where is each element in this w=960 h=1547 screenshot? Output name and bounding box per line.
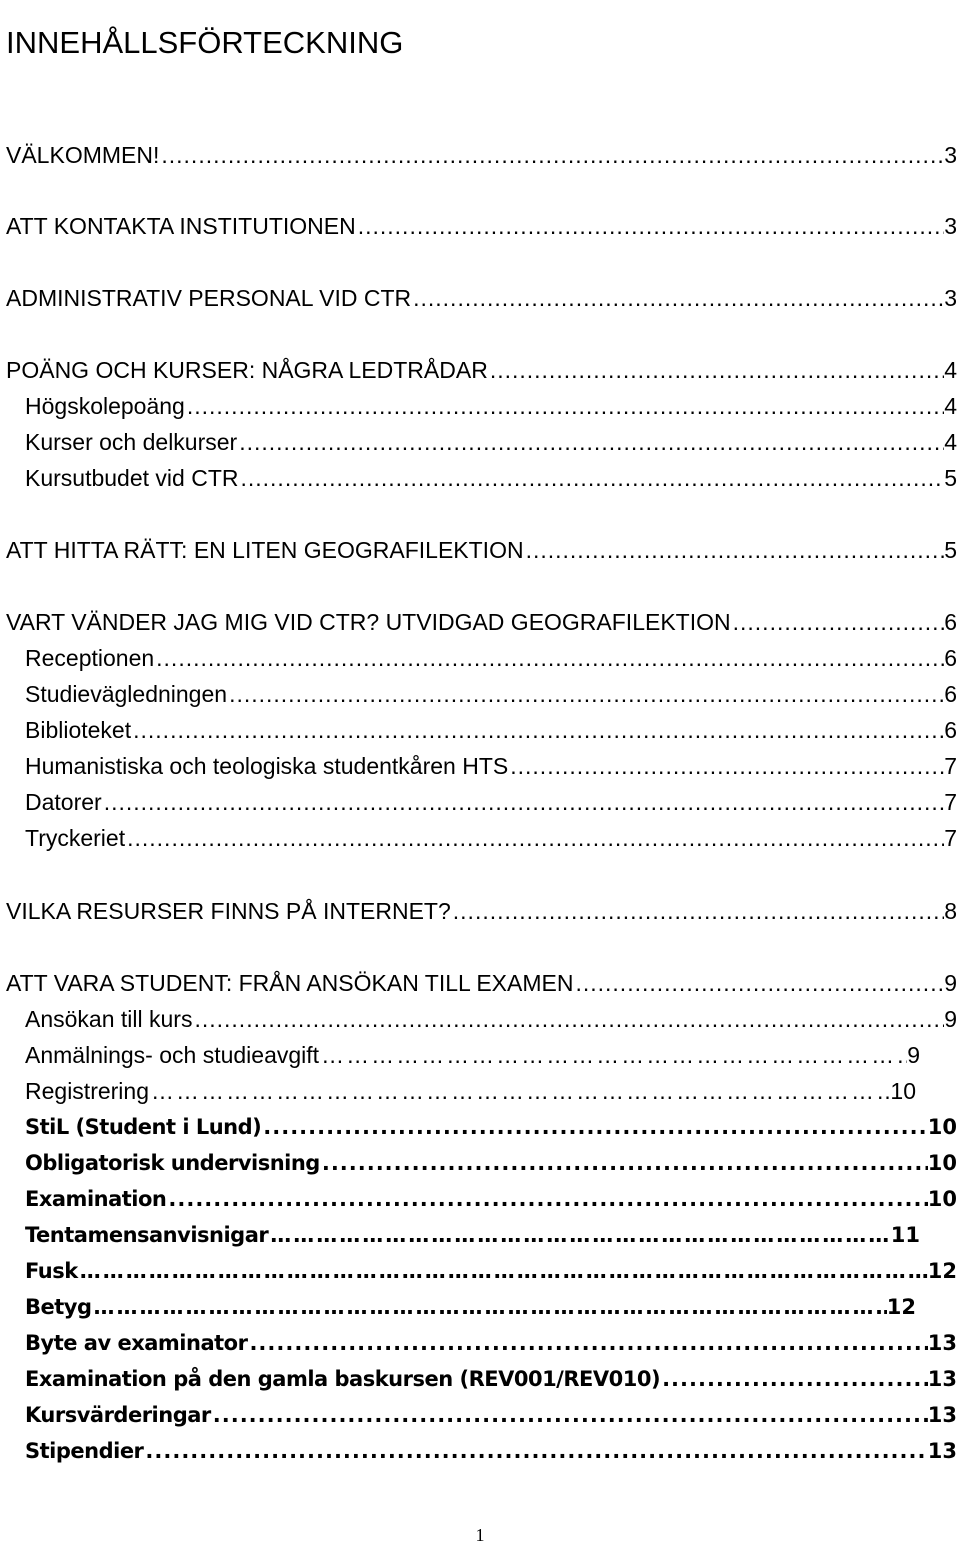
toc-subentry[interactable] xyxy=(25,1290,916,1324)
toc-entry-page: 3 xyxy=(944,285,957,311)
toc-entry-label: Registrering xyxy=(25,1078,149,1104)
toc-entry-page: 4 xyxy=(944,429,957,455)
toc-subentry[interactable] xyxy=(25,1074,916,1108)
toc-entry-page: 9 xyxy=(907,1042,920,1068)
toc-entry-label: Kursutbudet vid CTR xyxy=(25,465,239,491)
toc-dot-leader xyxy=(185,389,944,423)
toc-entry-label: POÄNG OCH KURSER: NÅGRA LEDTRÅDAR xyxy=(6,357,488,383)
toc-subentry[interactable] xyxy=(25,425,957,459)
toc-dot-leader xyxy=(488,353,944,387)
toc-ellipsis-leader xyxy=(319,1038,907,1072)
toc-subentry[interactable] xyxy=(25,389,957,423)
toc-entry-page: 7 xyxy=(944,825,957,851)
toc-entry-page: 13 xyxy=(927,1331,957,1355)
toc-entry[interactable] xyxy=(6,209,957,243)
toc-entry[interactable] xyxy=(6,894,957,928)
toc-entry-page: 8 xyxy=(944,898,957,924)
toc-dot-leader xyxy=(247,1326,927,1360)
toc-entry-label: StiL (Student i Lund) xyxy=(25,1115,262,1139)
toc-dot-leader xyxy=(573,966,944,1000)
toc-entry-label: Humanistiska och teologiska studentkåren HTS xyxy=(25,753,509,779)
toc-entry-label: ATT VARA STUDENT: FRÅN ANSÖKAN TILL EXAMEN xyxy=(6,970,574,996)
toc-dot-leader xyxy=(508,749,944,783)
toc-entry-page: 3 xyxy=(944,142,957,168)
toc-entry-label: Tentamensanvisnigar xyxy=(25,1223,269,1247)
toc-subentry[interactable] xyxy=(25,785,957,819)
toc-entry-label: Receptionen xyxy=(25,645,155,671)
toc-dot-leader xyxy=(411,281,944,315)
toc-dot-leader xyxy=(356,209,944,243)
toc-entry[interactable] xyxy=(6,966,957,1000)
toc-entry-page: 5 xyxy=(944,537,957,563)
toc-subentry[interactable] xyxy=(25,1362,957,1396)
toc-subentry[interactable] xyxy=(25,1398,957,1432)
toc-entry-label: ATT KONTAKTA INSTITUTIONEN xyxy=(6,213,356,239)
toc-entry-label: VÄLKOMMEN! xyxy=(6,142,160,168)
toc-subentry[interactable] xyxy=(25,1326,957,1360)
toc-ellipsis-leader xyxy=(268,1218,891,1252)
toc-ellipsis-leader xyxy=(92,1290,887,1324)
toc-entry-label: Kursvärderingar xyxy=(25,1403,211,1427)
toc-subentry[interactable] xyxy=(25,749,957,783)
toc-subentry[interactable] xyxy=(25,461,957,495)
toc-dot-leader xyxy=(131,713,944,747)
toc-entry-label: Byte av examinator xyxy=(25,1331,248,1355)
toc-ellipsis-leader xyxy=(78,1254,928,1288)
toc-dot-leader xyxy=(125,821,944,855)
toc-subentry[interactable] xyxy=(25,1182,957,1216)
toc-subentry[interactable] xyxy=(25,677,957,711)
toc-subentry[interactable] xyxy=(25,821,957,855)
toc-dot-leader xyxy=(731,605,945,639)
toc-entry-label: ADMINISTRATIV PERSONAL VID CTR xyxy=(6,285,412,311)
toc-dot-leader xyxy=(238,461,944,495)
toc-dot-leader xyxy=(143,1434,927,1468)
toc-entry-label: Kurser och delkurser xyxy=(25,429,238,455)
toc-entry-label: Ansökan till kurs xyxy=(25,1006,193,1032)
toc-subentry[interactable] xyxy=(25,1038,920,1072)
toc-entry-page: 6 xyxy=(944,681,957,707)
toc-entry[interactable] xyxy=(6,281,957,315)
toc-dot-leader xyxy=(660,1362,928,1396)
toc-entry-label: Tryckeriet xyxy=(25,825,126,851)
toc-entry-label: Studievägledningen xyxy=(25,681,228,707)
toc-dot-leader xyxy=(154,641,944,675)
toc-dot-leader xyxy=(211,1398,928,1432)
toc-subentry[interactable] xyxy=(25,713,957,747)
toc-entry-label: Examination på den gamla baskursen (REV001/REV010) xyxy=(25,1367,661,1391)
toc-dot-leader xyxy=(261,1110,928,1144)
toc-entry[interactable] xyxy=(6,138,957,172)
toc-dot-leader xyxy=(524,533,945,567)
toc-entry-label: Biblioteket xyxy=(25,717,132,743)
toc-dot-leader xyxy=(227,677,944,711)
toc-entry-page: 12 xyxy=(886,1295,916,1319)
toc-entry-page: 4 xyxy=(944,393,957,419)
toc-entry-page: 12 xyxy=(927,1259,957,1283)
toc-ellipsis-leader xyxy=(149,1074,890,1108)
toc-subentry[interactable] xyxy=(25,1254,957,1288)
toc-entry-label: Stipendier xyxy=(25,1439,144,1463)
toc-entry-page: 9 xyxy=(944,970,957,996)
toc-entry[interactable] xyxy=(6,605,957,639)
toc-entry-page: 4 xyxy=(944,357,957,383)
toc-dot-leader xyxy=(237,425,944,459)
toc-entry-label: Examination xyxy=(25,1187,167,1211)
toc-entry-page: 3 xyxy=(944,213,957,239)
toc-entry-page: 10 xyxy=(927,1115,957,1139)
toc-subentry[interactable] xyxy=(25,1434,957,1468)
toc-entry-page: 10 xyxy=(890,1078,916,1104)
toc-dot-leader xyxy=(159,138,944,172)
toc-entry-label: Anmälnings- och studieavgift xyxy=(25,1042,320,1068)
toc-entry-page: 13 xyxy=(927,1439,957,1463)
toc-entry[interactable] xyxy=(6,353,957,387)
page-number: 1 xyxy=(475,1525,485,1545)
toc-dot-leader xyxy=(166,1182,927,1216)
toc-entry-page: 7 xyxy=(944,789,957,815)
toc-dot-leader xyxy=(102,785,945,819)
toc-entry-page: 6 xyxy=(944,609,957,635)
toc-entry-page: 6 xyxy=(944,717,957,743)
toc-entry-page: 9 xyxy=(944,1006,957,1032)
toc-entry-label: VILKA RESURSER FINNS PÅ INTERNET? xyxy=(6,898,451,924)
toc-subentry[interactable] xyxy=(25,1146,957,1180)
toc-entry-page: 13 xyxy=(927,1403,957,1427)
toc-entry-page: 10 xyxy=(927,1187,957,1211)
toc-entry-label: VART VÄNDER JAG MIG VID CTR? UTVIDGAD GEOGRAFILEKTION xyxy=(6,609,731,635)
toc-entry-page: 5 xyxy=(944,465,957,491)
toc-entry-label: ATT HITTA RÄTT: EN LITEN GEOGRAFILEKTION xyxy=(6,537,524,563)
toc-dot-leader xyxy=(320,1146,928,1180)
toc-entry-label: Högskolepoäng xyxy=(25,393,185,419)
toc-entry-label: Fusk xyxy=(25,1259,78,1283)
toc-entry-page: 11 xyxy=(890,1223,920,1247)
toc-entry-page: 13 xyxy=(927,1367,957,1391)
toc-subentry[interactable] xyxy=(25,641,957,675)
toc-entry-label: Betyg xyxy=(25,1295,92,1319)
page-title: INNEHÅLLSFÖRTECKNING xyxy=(6,24,404,60)
toc-subentry[interactable] xyxy=(25,1110,957,1144)
toc-entry-page: 7 xyxy=(944,753,957,779)
toc-entry[interactable] xyxy=(6,533,957,567)
toc-entry-page: 6 xyxy=(944,645,957,671)
toc-entry-page: 10 xyxy=(927,1151,957,1175)
toc-dot-leader xyxy=(451,894,944,928)
toc-entry-label: Obligatorisk undervisning xyxy=(25,1151,320,1175)
toc-subentry[interactable] xyxy=(25,1218,920,1252)
toc-subentry[interactable] xyxy=(25,1002,957,1036)
toc-entry-label: Datorer xyxy=(25,789,102,815)
toc-dot-leader xyxy=(192,1002,944,1036)
